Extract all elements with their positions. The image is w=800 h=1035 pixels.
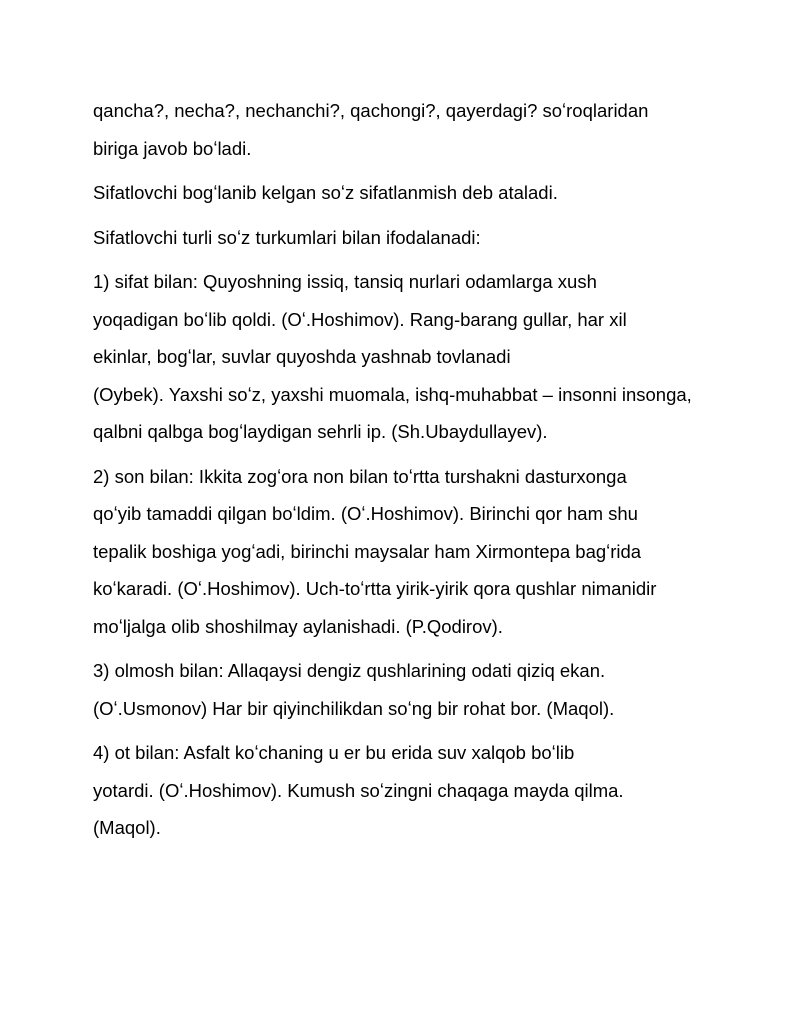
text-line: (Maqol). bbox=[93, 817, 161, 838]
text-line: (Oʻ.Usmonov) Har bir qiyinchilikdan soʻng bir rohat bor. (Maqol). bbox=[93, 697, 615, 719]
paragraph-5 bbox=[93, 458, 733, 646]
document-body bbox=[93, 92, 733, 847]
text-line: 3) olmosh bilan: Allaqaysi dengiz qushlarining odati qiziq ekan. bbox=[93, 660, 606, 681]
paragraph-2 bbox=[93, 174, 733, 212]
text-line: (Oybek). Yaxshi soʻz, yaxshi muomala, ishq-muhabbat – insonni insonga, bbox=[93, 383, 692, 405]
text-line: 4) ot bilan: Asfalt koʻchaning u er bu erida suv xalqob boʻlib bbox=[93, 742, 575, 763]
text-line: qancha?, necha?, nechanchi?, qachongi?, qayerdagi? soʻroqlaridan bbox=[93, 100, 649, 121]
text-line: yotardi. (Oʻ.Hoshimov). Kumush soʻzingni chaqaga mayda qilma. bbox=[93, 779, 624, 801]
paragraph-1 bbox=[93, 92, 733, 167]
text-line: biriga javob boʻladi. bbox=[93, 137, 252, 159]
text-line: 1) sifat bilan: Quyoshning issiq, tansiq nurlari odamlarga xush bbox=[93, 271, 597, 292]
text-line: ekinlar, bogʻlar, suvlar quyoshda yashnab tovlanadi bbox=[93, 346, 511, 367]
text-line: moʻljalga olib shoshilmay aylanishadi. (P.Qodirov). bbox=[93, 615, 503, 637]
paragraph-4 bbox=[93, 263, 733, 451]
text-line: qalbni qalbga bogʻlaydigan sehrli ip. (Sh.Ubaydullayev). bbox=[93, 421, 548, 442]
text-line: 2) son bilan: Ikkita zogʻora non bilan toʻrtta turshakni dasturxonga bbox=[93, 465, 627, 487]
paragraph-3 bbox=[93, 219, 733, 257]
text-line: tepalik boshiga yogʻadi, birinchi maysalar ham Xirmontepa bagʻrida bbox=[93, 540, 642, 562]
text-line: Sifatlovchi bogʻlanib kelgan soʻz sifatlanmish deb ataladi. bbox=[93, 182, 558, 203]
text-line: koʻkaradi. (Oʻ.Hoshimov). Uch-toʻrtta yirik-yirik qora qushlar nimanidir bbox=[93, 578, 657, 599]
text-line: yoqadigan boʻlib qoldi. (Oʻ.Hoshimov). Rang-barang gullar, har xil bbox=[93, 308, 627, 330]
paragraph-6 bbox=[93, 652, 733, 727]
paragraph-7 bbox=[93, 734, 733, 847]
text-line: Sifatlovchi turli soʻz turkumlari bilan ifodalanadi: bbox=[93, 226, 481, 248]
text-line: qoʻyib tamaddi qilgan boʻldim. (Oʻ.Hoshimov). Birinchi qor ham shu bbox=[93, 503, 638, 524]
